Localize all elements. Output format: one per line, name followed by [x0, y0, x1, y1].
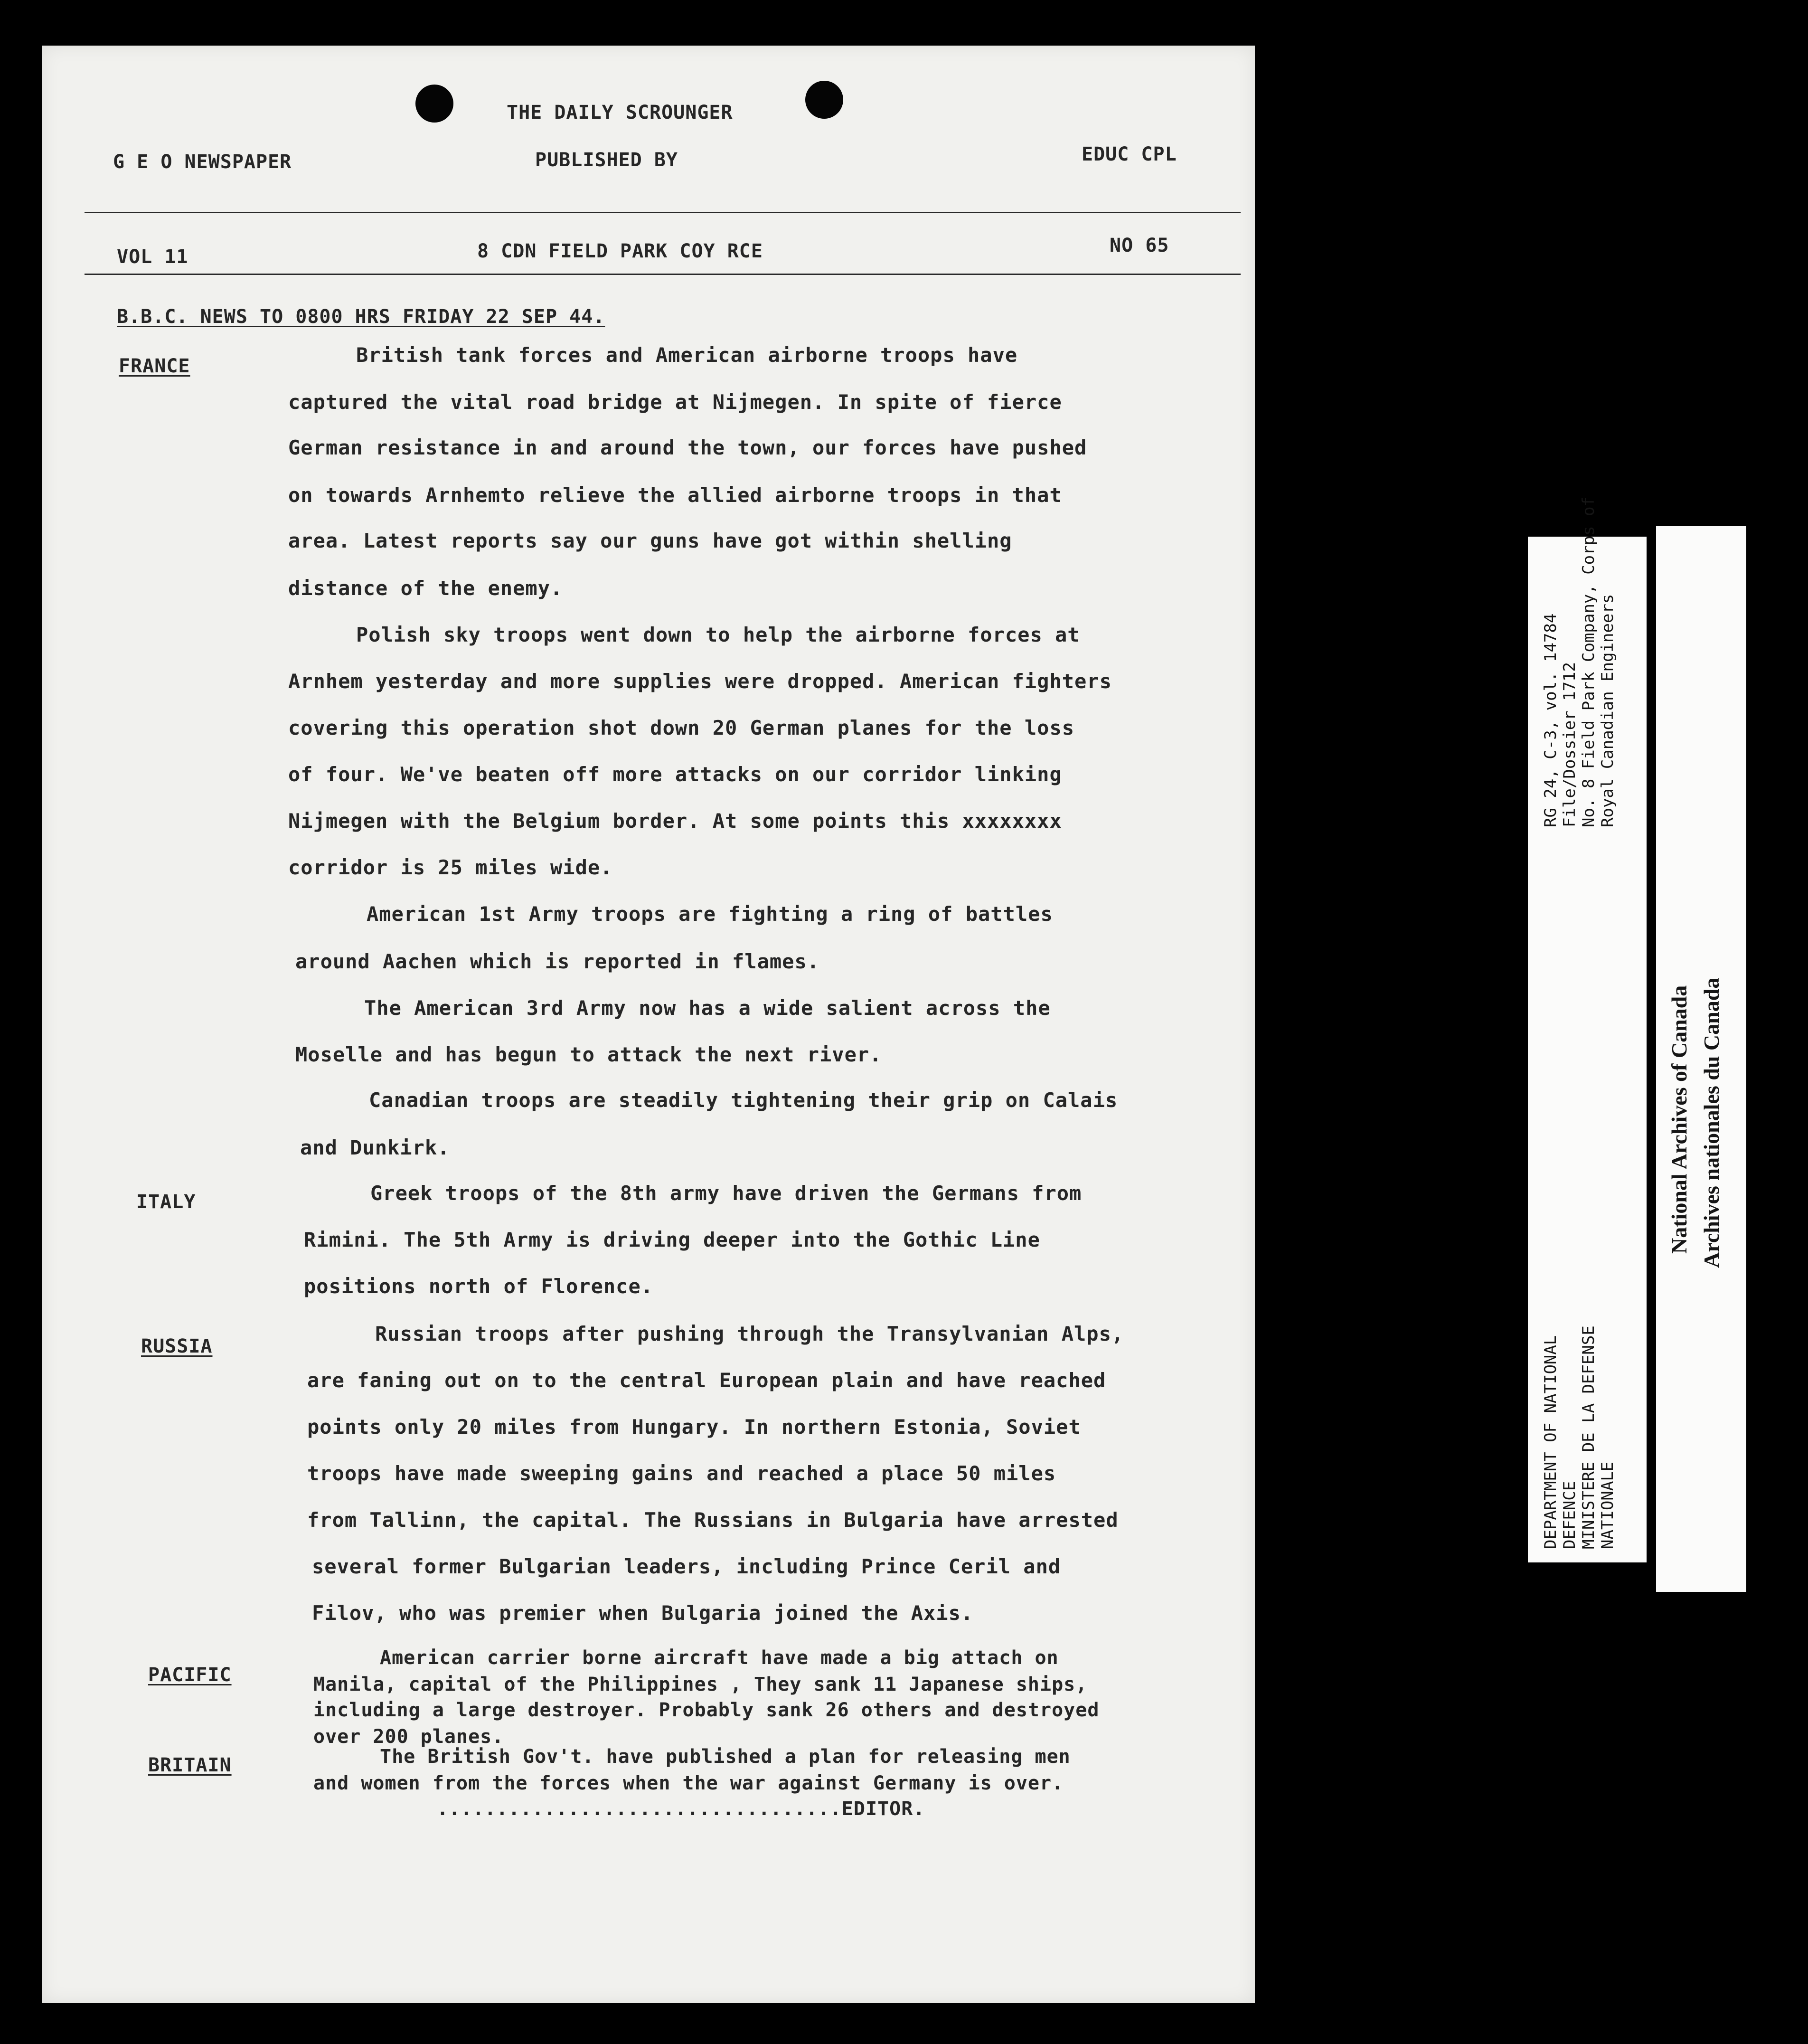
newspaper-title: THE DAILY SCROUNGER	[507, 102, 733, 123]
archive-reference: RG 24, C-3, vol. 14784	[1541, 613, 1560, 827]
body-line: Nijmegen with the Belgium border. At some points this xxxxxxxx	[288, 809, 1062, 833]
archive-reference-card	[1528, 497, 1647, 1562]
body-line: troops have made sweeping gains and reached a place 50 miles	[307, 1462, 1056, 1485]
archive-reference: Royal Canadian Engineers	[1598, 594, 1617, 827]
body-line: Arnhem yesterday and more supplies were dropped. American fighters	[288, 670, 1112, 693]
body-line: Canadian troops are steadily tightening their grip on Calais	[369, 1088, 1118, 1112]
body-line: American 1st Army troops are fighting a ring of battles	[367, 902, 1053, 926]
body-line: points only 20 miles from Hungary. In northern Estonia, Soviet	[307, 1415, 1081, 1438]
body-line: and Dunkirk.	[300, 1136, 450, 1159]
header-left: G E O NEWSPAPER	[113, 151, 292, 173]
body-line: of four. We've beaten off more attacks on our corridor linking	[288, 763, 1062, 786]
department-name: DEFENCE	[1560, 1481, 1579, 1549]
header-rule-bottom	[85, 274, 1241, 275]
unit-name: 8 CDN FIELD PARK COY RCE	[477, 240, 763, 262]
body-line: around Aachen which is reported in flames.	[295, 950, 820, 973]
body-line: Polish sky troops went down to help the airborne forces at	[356, 623, 1080, 646]
dateline: B.B.C. NEWS TO 0800 HRS FRIDAY 22 SEP 44.	[117, 306, 605, 328]
body-line: Russian troops after pushing through the Transylvanian Alps,	[375, 1322, 1124, 1345]
body-line: distance of the enemy.	[288, 577, 563, 600]
department-name: NATIONALE	[1598, 1461, 1617, 1549]
body-line: corridor is 25 miles wide.	[288, 856, 613, 879]
editor-signoff: ..................................EDITOR.	[437, 1798, 925, 1820]
body-line: The British Gov't. have published a plan for releasing men	[380, 1746, 1071, 1768]
issue-number: NO 65	[1110, 235, 1169, 256]
section-label-russia: RUSSIA	[141, 1335, 213, 1357]
body-line: several former Bulgarian leaders, including Prince Ceril and	[312, 1555, 1061, 1578]
body-line: The American 3rd Army now has a wide salient across the	[364, 996, 1051, 1020]
archive-name-french: Archives nationales du Canada	[1699, 977, 1723, 1268]
body-line: captured the vital road bridge at Nijmegen. In spite of fierce	[288, 390, 1062, 414]
archive-institution-strip	[1656, 526, 1746, 1592]
body-line: covering this operation shot down 20 German planes for the loss	[288, 716, 1075, 739]
body-line: Manila, capital of the Philippines , They sank 11 Japanese ships,	[313, 1674, 1088, 1695]
body-line: Greek troops of the 8th army have driven the Germans from	[370, 1182, 1082, 1205]
archive-reference: File/Dossier 1712	[1560, 662, 1579, 827]
body-line: positions north of Florence.	[304, 1275, 654, 1298]
header-right: EDUC CPL	[1082, 143, 1177, 165]
body-line: and women from the forces when the war against Germany is over.	[313, 1772, 1064, 1794]
department-name: DEPARTMENT OF NATIONAL	[1541, 1335, 1560, 1549]
body-line: Rimini. The 5th Army is driving deeper into the Gothic Line	[304, 1228, 1040, 1251]
body-line: from Tallinn, the capital. The Russians in Bulgaria have arrested	[307, 1508, 1119, 1532]
newsletter-page	[42, 46, 1255, 2003]
section-label-italy: ITALY	[136, 1191, 196, 1213]
punch-hole-right	[805, 81, 843, 119]
header-rule-top	[85, 212, 1241, 213]
body-line: area. Latest reports say our guns have got within shelling	[288, 529, 1012, 552]
department-name: MINISTERE DE LA DEFENSE	[1579, 1325, 1598, 1549]
body-line: over 200 planes.	[313, 1726, 504, 1748]
body-line: are faning out on to the central European plain and have reached	[307, 1369, 1106, 1392]
archive-name-english: National Archives of Canada	[1667, 985, 1691, 1254]
body-line: British tank forces and American airborne troops have	[356, 343, 1018, 367]
punch-hole-left	[415, 85, 453, 123]
body-line: German resistance in and around the town, our forces have pushed	[288, 436, 1087, 459]
volume-number: VOL 11	[117, 246, 188, 268]
body-line: American carrier borne aircraft have made a big attach on	[380, 1647, 1059, 1669]
section-label-pacific: PACIFIC	[148, 1664, 232, 1686]
header-center: PUBLISHED BY	[535, 149, 678, 171]
section-label-france: FRANCE	[119, 355, 190, 377]
body-line: including a large destroyer. Probably sank 26 others and destroyed	[313, 1699, 1100, 1721]
body-line: on towards Arnhemto relieve the allied airborne troops in that	[288, 483, 1062, 507]
section-label-britain: BRITAIN	[148, 1754, 232, 1776]
archive-reference: No. 8 Field Park Company, Corps of	[1579, 497, 1598, 827]
body-line: Moselle and has begun to attack the next river.	[295, 1043, 882, 1066]
body-line: Filov, who was premier when Bulgaria joined the Axis.	[312, 1601, 974, 1625]
